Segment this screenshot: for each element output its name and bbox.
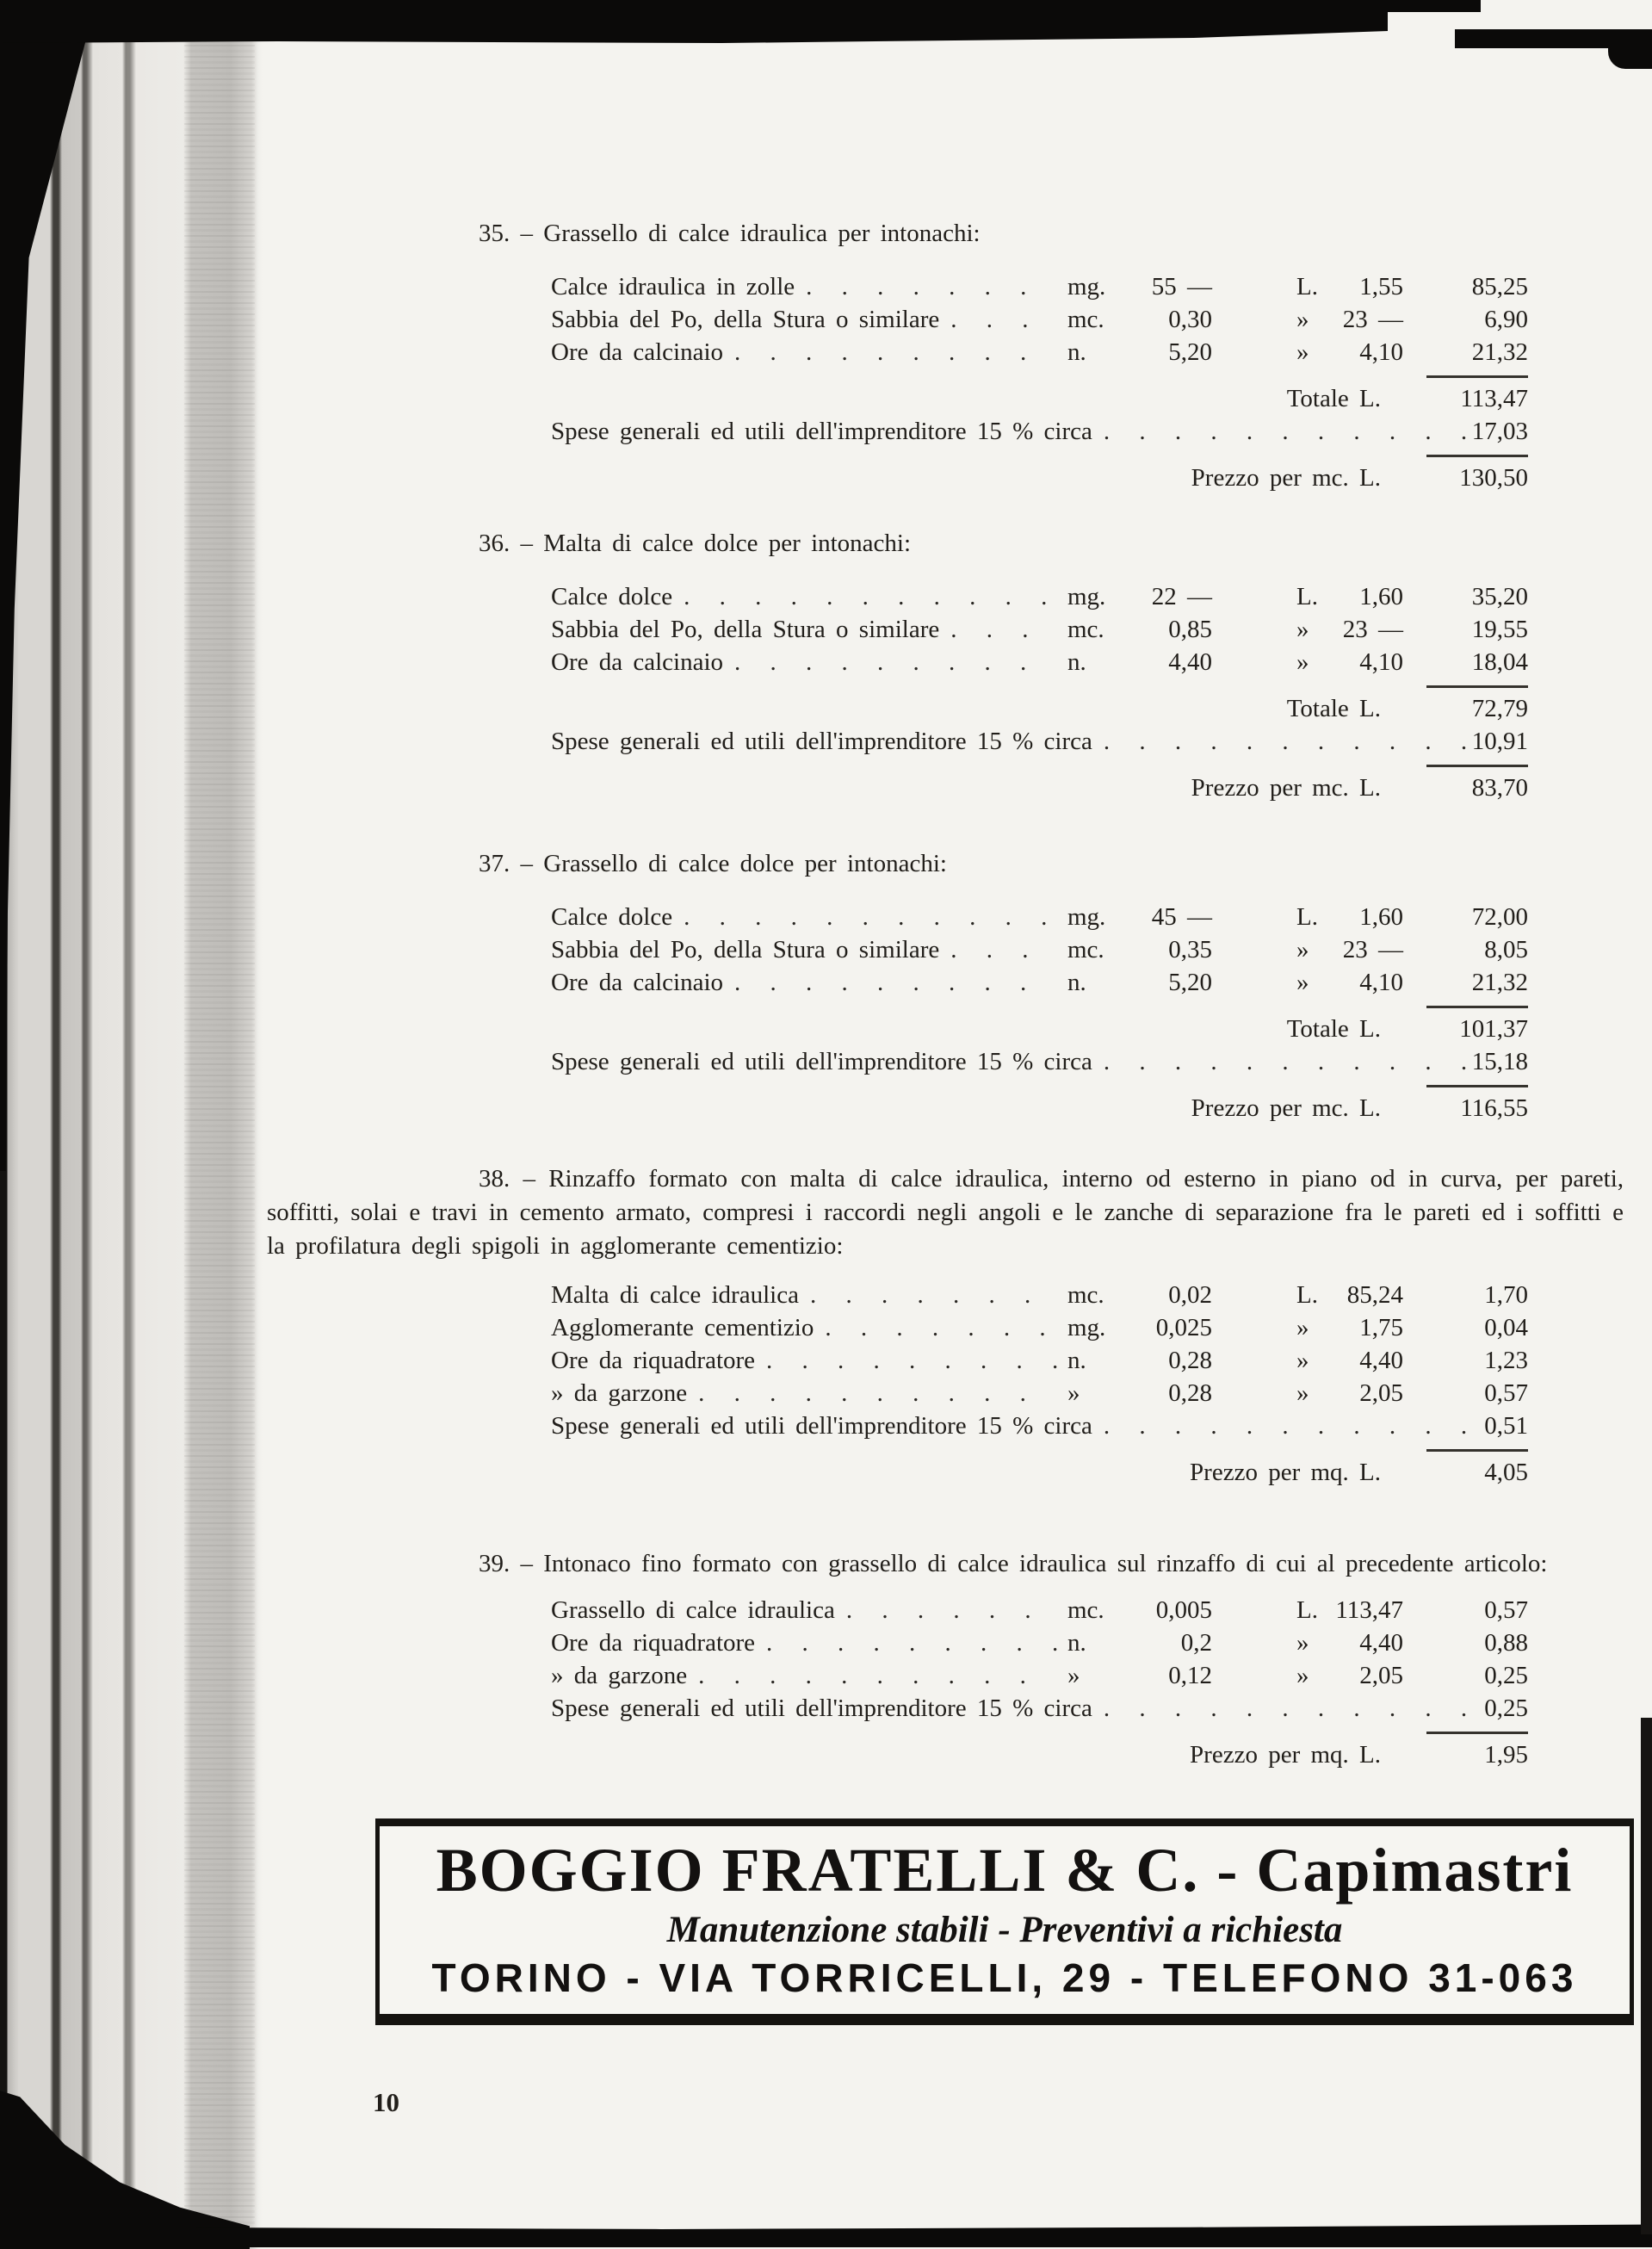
cost-row bbox=[479, 901, 1528, 933]
amount-cell: 0,88 bbox=[1484, 1629, 1528, 1657]
section-38-table bbox=[479, 1279, 1528, 1490]
section-38 bbox=[267, 1162, 1624, 1490]
cost-row bbox=[479, 1377, 1528, 1409]
totale-label: Totale L. bbox=[1286, 695, 1381, 722]
prezzo-label: Prezzo per mq. L. bbox=[1190, 1459, 1381, 1486]
quantity-cell: 5,20 bbox=[1168, 969, 1212, 996]
dot-leader bbox=[939, 303, 1057, 336]
quantity-cell: 22 — bbox=[1151, 583, 1212, 610]
section-36 bbox=[479, 527, 1624, 806]
currency-cell: » bbox=[1296, 616, 1309, 643]
spese-label: Spese generali ed utili dell'imprenditore 15 % circa bbox=[551, 1694, 1092, 1722]
unit-price-cell: 23 — bbox=[1342, 306, 1403, 333]
cost-row bbox=[479, 270, 1528, 303]
totale-amount: 101,37 bbox=[1459, 1015, 1528, 1043]
unit-cell: n. bbox=[1067, 969, 1086, 996]
ad-company-name: BOGGIO FRATELLI & C. - Capimastri bbox=[436, 1836, 1574, 1905]
section-35 bbox=[479, 217, 1624, 496]
unit-cell: n. bbox=[1067, 1629, 1086, 1657]
spese-row bbox=[479, 1409, 1528, 1442]
row-label: Calce idraulica in zolle bbox=[551, 273, 795, 300]
totale-row bbox=[479, 1013, 1528, 1045]
spese-row bbox=[479, 415, 1528, 448]
quantity-cell: 5,20 bbox=[1168, 338, 1212, 366]
spese-row bbox=[479, 1692, 1528, 1725]
prezzo-row bbox=[479, 1456, 1528, 1490]
dot-leader bbox=[672, 580, 1057, 613]
page-number: 10 bbox=[373, 2087, 399, 2117]
quantity-cell: 0,28 bbox=[1168, 1347, 1212, 1374]
scan-border-right bbox=[1641, 1718, 1652, 2234]
quantity-cell: 4,40 bbox=[1168, 648, 1212, 676]
dot-leader bbox=[755, 1344, 1057, 1378]
section-37 bbox=[479, 847, 1624, 1126]
section-39-heading: 39. – Intonaco fino formato con grassello di calce idraulica sul rinzaffo di cui al precedente articolo: bbox=[479, 1550, 1548, 1577]
row-label: Ore da calcinaio bbox=[551, 969, 724, 996]
section-35-heading: 35. – Grassello di calce idraulica per intonachi: bbox=[479, 220, 981, 247]
dot-leader bbox=[939, 613, 1057, 646]
cost-row bbox=[479, 336, 1528, 369]
unit-cell: mg. bbox=[1067, 273, 1106, 300]
dot-leader bbox=[1092, 415, 1472, 448]
spese-amount: 0,25 bbox=[1484, 1694, 1528, 1722]
dot-leader bbox=[723, 966, 1057, 999]
prezzo-amount: 1,95 bbox=[1484, 1741, 1528, 1769]
ad-services: Manutenzione stabili - Preventivi a richiesta bbox=[666, 1910, 1343, 1950]
prezzo-row bbox=[479, 1738, 1528, 1773]
amount-cell: 0,25 bbox=[1484, 1662, 1528, 1689]
row-label: Calce dolce bbox=[551, 903, 673, 931]
unit-cell: n. bbox=[1067, 1347, 1086, 1374]
unit-price-cell: 85,24 bbox=[1346, 1281, 1403, 1309]
currency-cell: » bbox=[1296, 1662, 1309, 1689]
unit-cell: mc. bbox=[1067, 1596, 1104, 1624]
amount-cell: 1,23 bbox=[1484, 1347, 1528, 1374]
prezzo-label: Prezzo per mc. L. bbox=[1191, 464, 1381, 492]
cost-row bbox=[479, 613, 1528, 646]
row-label: Sabbia del Po, della Stura o similare bbox=[551, 936, 940, 963]
spese-label: Spese generali ed utili dell'imprenditore 15 % circa bbox=[551, 1412, 1092, 1440]
amount-cell: 19,55 bbox=[1471, 616, 1528, 643]
row-label: » da garzone bbox=[551, 1662, 688, 1689]
quantity-cell: 0,12 bbox=[1168, 1662, 1212, 1689]
unit-price-cell: 23 — bbox=[1342, 936, 1403, 963]
unit-cell: mc. bbox=[1067, 936, 1104, 963]
totale-amount: 72,79 bbox=[1471, 695, 1528, 722]
spese-row bbox=[479, 725, 1528, 758]
quantity-cell: 0,025 bbox=[1155, 1314, 1212, 1341]
dot-leader bbox=[687, 1377, 1057, 1410]
cost-row bbox=[479, 1626, 1528, 1659]
ad-address-phone: TORINO - VIA TORRICELLI, 29 - TELEFONO 31-063 bbox=[431, 1955, 1578, 2000]
spese-amount: 15,18 bbox=[1471, 1048, 1528, 1075]
unit-price-cell: 113,47 bbox=[1335, 1596, 1403, 1624]
unit-price-cell: 4,10 bbox=[1359, 338, 1403, 366]
dot-leader bbox=[939, 933, 1057, 966]
amount-cell: 8,05 bbox=[1484, 936, 1528, 963]
row-label: Agglomerante cementizio bbox=[551, 1314, 814, 1341]
book-page-edges-grain bbox=[184, 0, 255, 2249]
amount-cell: 21,32 bbox=[1471, 969, 1528, 996]
cost-row bbox=[479, 1311, 1528, 1344]
unit-cell: » bbox=[1067, 1379, 1080, 1407]
unit-price-cell: 4,10 bbox=[1359, 648, 1403, 676]
unit-cell: mc. bbox=[1067, 616, 1104, 643]
unit-cell: mg. bbox=[1067, 903, 1106, 931]
currency-cell: L. bbox=[1296, 583, 1318, 610]
dot-leader bbox=[835, 1594, 1057, 1626]
quantity-cell: 0,2 bbox=[1180, 1629, 1212, 1657]
unit-price-cell: 1,60 bbox=[1359, 583, 1403, 610]
spese-amount: 10,91 bbox=[1471, 728, 1528, 755]
spese-row bbox=[479, 1045, 1528, 1078]
prezzo-row bbox=[479, 771, 1528, 806]
cost-row bbox=[479, 933, 1528, 966]
spese-amount: 0,51 bbox=[1484, 1412, 1528, 1440]
unit-cell: mg. bbox=[1067, 583, 1106, 610]
currency-cell: » bbox=[1296, 1629, 1309, 1657]
currency-cell: L. bbox=[1296, 1281, 1318, 1309]
cost-row bbox=[479, 1594, 1528, 1626]
spese-label: Spese generali ed utili dell'imprenditore 15 % circa bbox=[551, 728, 1092, 755]
prezzo-label: Prezzo per mq. L. bbox=[1190, 1741, 1381, 1769]
currency-cell: L. bbox=[1296, 273, 1318, 300]
cost-row bbox=[479, 966, 1528, 999]
unit-price-cell: 1,60 bbox=[1359, 903, 1403, 931]
prezzo-amount: 4,05 bbox=[1484, 1459, 1528, 1486]
amount-cell: 0,04 bbox=[1484, 1314, 1528, 1341]
quantity-cell: 0,005 bbox=[1155, 1596, 1212, 1624]
amount-cell: 1,70 bbox=[1484, 1281, 1528, 1309]
unit-price-cell: 4,40 bbox=[1359, 1347, 1403, 1374]
section-39 bbox=[479, 1547, 1624, 1773]
unit-price-cell: 4,40 bbox=[1359, 1629, 1403, 1657]
unit-cell: n. bbox=[1067, 338, 1086, 366]
unit-price-cell: 4,10 bbox=[1359, 969, 1403, 996]
totale-row bbox=[479, 382, 1528, 415]
quantity-cell: 0,35 bbox=[1168, 936, 1212, 963]
dot-leader bbox=[723, 646, 1057, 678]
unit-cell: mc. bbox=[1067, 1281, 1104, 1309]
sum-rule bbox=[1426, 375, 1528, 378]
amount-cell: 72,00 bbox=[1471, 903, 1528, 931]
currency-cell: » bbox=[1296, 648, 1309, 676]
currency-cell: » bbox=[1296, 306, 1309, 333]
unit-cell: mg. bbox=[1067, 1314, 1106, 1341]
spese-label: Spese generali ed utili dell'imprenditore 15 % circa bbox=[551, 1048, 1092, 1075]
section-37-heading: 37. – Grassello di calce dolce per intonachi: bbox=[479, 850, 947, 877]
unit-price-cell: 23 — bbox=[1342, 616, 1403, 643]
cost-row bbox=[479, 1344, 1528, 1377]
cost-row bbox=[479, 580, 1528, 613]
sum-rule bbox=[1426, 1085, 1528, 1087]
totale-row bbox=[479, 692, 1528, 725]
amount-cell: 18,04 bbox=[1471, 648, 1528, 676]
dot-leader bbox=[1092, 1045, 1472, 1078]
totale-label: Totale L. bbox=[1286, 1015, 1381, 1043]
prezzo-amount: 83,70 bbox=[1471, 774, 1528, 802]
scan-corner-top-right bbox=[1608, 29, 1652, 69]
currency-cell: » bbox=[1296, 936, 1309, 963]
quantity-cell: 55 — bbox=[1151, 273, 1212, 300]
currency-cell: » bbox=[1296, 1379, 1309, 1407]
sum-rule bbox=[1426, 1449, 1528, 1452]
totale-amount: 113,47 bbox=[1460, 385, 1528, 412]
row-label: » da garzone bbox=[551, 1379, 688, 1407]
unit-price-cell: 2,05 bbox=[1359, 1379, 1403, 1407]
sum-rule bbox=[1426, 455, 1528, 457]
quantity-cell: 0,30 bbox=[1168, 306, 1212, 333]
row-label: Malta di calce idraulica bbox=[551, 1281, 799, 1309]
totale-label: Totale L. bbox=[1286, 385, 1381, 412]
row-label: Calce dolce bbox=[551, 583, 673, 610]
amount-cell: 0,57 bbox=[1484, 1596, 1528, 1624]
sum-rule bbox=[1426, 765, 1528, 767]
unit-cell: mc. bbox=[1067, 306, 1104, 333]
dot-leader bbox=[1092, 1692, 1484, 1725]
dot-leader bbox=[1092, 725, 1472, 758]
section-36-heading: 36. – Malta di calce dolce per intonachi: bbox=[479, 530, 912, 557]
row-label: Ore da calcinaio bbox=[551, 338, 724, 366]
currency-cell: L. bbox=[1296, 903, 1318, 931]
section-37-table bbox=[479, 901, 1528, 1126]
cost-row bbox=[479, 303, 1528, 336]
prezzo-row bbox=[479, 1092, 1528, 1126]
unit-price-cell: 1,75 bbox=[1359, 1314, 1403, 1341]
sum-rule bbox=[1426, 685, 1528, 688]
quantity-cell: 0,28 bbox=[1168, 1379, 1212, 1407]
cost-row bbox=[479, 1659, 1528, 1692]
row-label: Ore da riquadratore bbox=[551, 1347, 756, 1374]
sum-rule bbox=[1426, 1006, 1528, 1008]
row-label: Ore da calcinaio bbox=[551, 648, 724, 676]
currency-cell: » bbox=[1296, 969, 1309, 996]
dot-leader bbox=[1092, 1409, 1484, 1443]
quantity-cell: 0,85 bbox=[1168, 616, 1212, 643]
cost-row bbox=[479, 646, 1528, 678]
sum-rule bbox=[1426, 1732, 1528, 1734]
scan-border-top bbox=[0, 0, 1388, 43]
amount-cell: 85,25 bbox=[1471, 273, 1528, 300]
dot-leader bbox=[723, 336, 1057, 369]
dot-leader bbox=[799, 1279, 1057, 1312]
quantity-cell: 45 — bbox=[1151, 903, 1212, 931]
prezzo-label: Prezzo per mc. L. bbox=[1191, 1094, 1381, 1122]
unit-cell: » bbox=[1067, 1662, 1080, 1689]
unit-cell: n. bbox=[1067, 648, 1086, 676]
dot-leader bbox=[687, 1659, 1057, 1692]
unit-price-cell: 2,05 bbox=[1359, 1662, 1403, 1689]
currency-cell: » bbox=[1296, 1314, 1309, 1341]
currency-cell: » bbox=[1296, 338, 1309, 366]
prezzo-amount: 116,55 bbox=[1460, 1094, 1528, 1122]
row-label: Grassello di calce idraulica bbox=[551, 1596, 835, 1624]
row-label: Ore da riquadratore bbox=[551, 1629, 756, 1657]
row-label: Sabbia del Po, della Stura o similare bbox=[551, 616, 940, 643]
prezzo-row bbox=[479, 462, 1528, 496]
scan-border-top-thin bbox=[1360, 0, 1481, 12]
spese-label: Spese generali ed utili dell'imprenditore 15 % circa bbox=[551, 418, 1092, 445]
amount-cell: 21,32 bbox=[1471, 338, 1528, 366]
amount-cell: 35,20 bbox=[1471, 583, 1528, 610]
spese-amount: 17,03 bbox=[1471, 418, 1528, 445]
prezzo-label: Prezzo per mc. L. bbox=[1191, 774, 1381, 802]
cost-row bbox=[479, 1279, 1528, 1311]
dot-leader bbox=[814, 1311, 1057, 1345]
section-38-intro: 38. – Rinzaffo formato con malta di calce idraulica, interno od esterno in piano od in curva, per pareti, soffitti, solai e travi in cemento armato, compresi i raccordi negli angoli e le zanche di separazione fra le pareti ed i soffitti e la profilatura degli spigoli in agglomerante cementizio: bbox=[267, 1165, 1624, 1260]
prezzo-amount: 130,50 bbox=[1459, 464, 1528, 492]
row-label: Sabbia del Po, della Stura o similare bbox=[551, 306, 940, 333]
quantity-cell: 0,02 bbox=[1168, 1281, 1212, 1309]
currency-cell: L. bbox=[1296, 1596, 1318, 1624]
currency-cell: » bbox=[1296, 1347, 1309, 1374]
advertisement-box bbox=[375, 1818, 1634, 2025]
dot-leader bbox=[755, 1626, 1057, 1659]
dot-leader bbox=[672, 901, 1057, 933]
dot-leader bbox=[795, 270, 1057, 303]
section-39-table bbox=[479, 1594, 1528, 1773]
unit-price-cell: 1,55 bbox=[1359, 273, 1403, 300]
amount-cell: 0,57 bbox=[1484, 1379, 1528, 1407]
section-36-table bbox=[479, 580, 1528, 806]
section-35-table bbox=[479, 270, 1528, 496]
amount-cell: 6,90 bbox=[1484, 306, 1528, 333]
